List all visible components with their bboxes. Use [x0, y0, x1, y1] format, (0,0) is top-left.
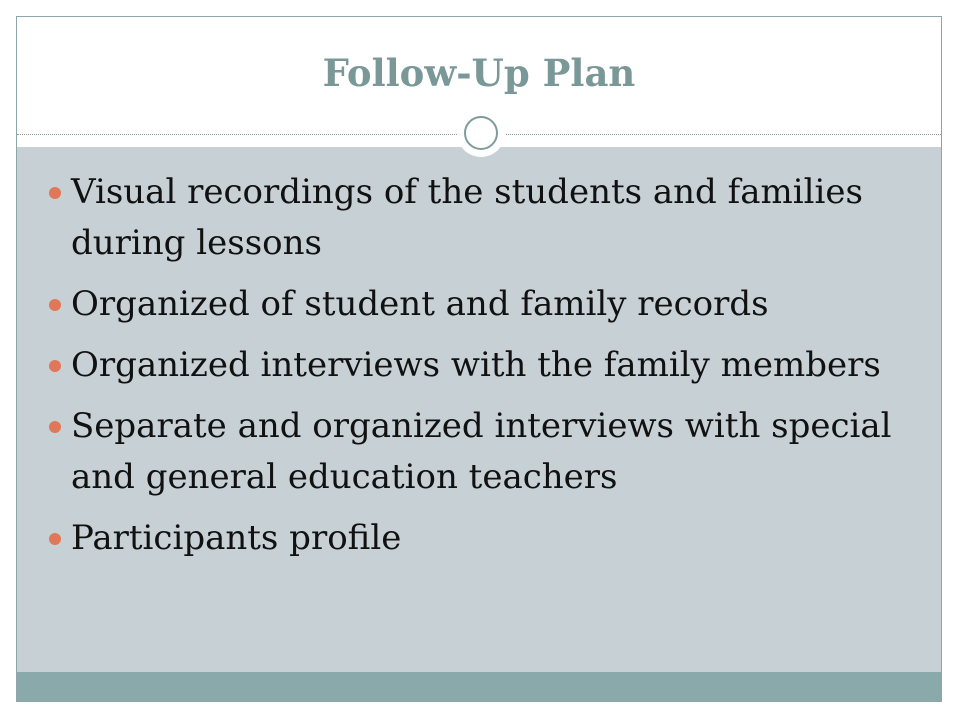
slide-title: Follow-Up Plan: [322, 51, 636, 95]
bullet-item: [45, 279, 905, 330]
slide: [16, 16, 942, 702]
bullet-dot-icon: [49, 187, 61, 199]
bullet-text: Organized interviews with the family members: [71, 345, 881, 385]
bullet-item: [45, 167, 905, 269]
bullet-text: Separate and organized interviews with special and general education teachers: [71, 406, 892, 497]
bullet-list: [45, 167, 905, 574]
footer-band: [17, 672, 941, 702]
ornament-ring: [464, 116, 498, 150]
bullet-dot-icon: [49, 299, 61, 311]
bullet-dot-icon: [49, 360, 61, 372]
bullet-text: Organized of student and family records: [71, 284, 769, 324]
bullet-dot-icon: [49, 533, 61, 545]
bullet-item: [45, 513, 905, 564]
bullet-text: Participants profile: [71, 518, 402, 558]
bullet-text: Visual recordings of the students and families during lessons: [71, 172, 863, 263]
bullet-dot-icon: [49, 421, 61, 433]
bullet-item: [45, 401, 905, 503]
bullet-item: [45, 340, 905, 391]
circle-ring-icon: [457, 109, 505, 157]
